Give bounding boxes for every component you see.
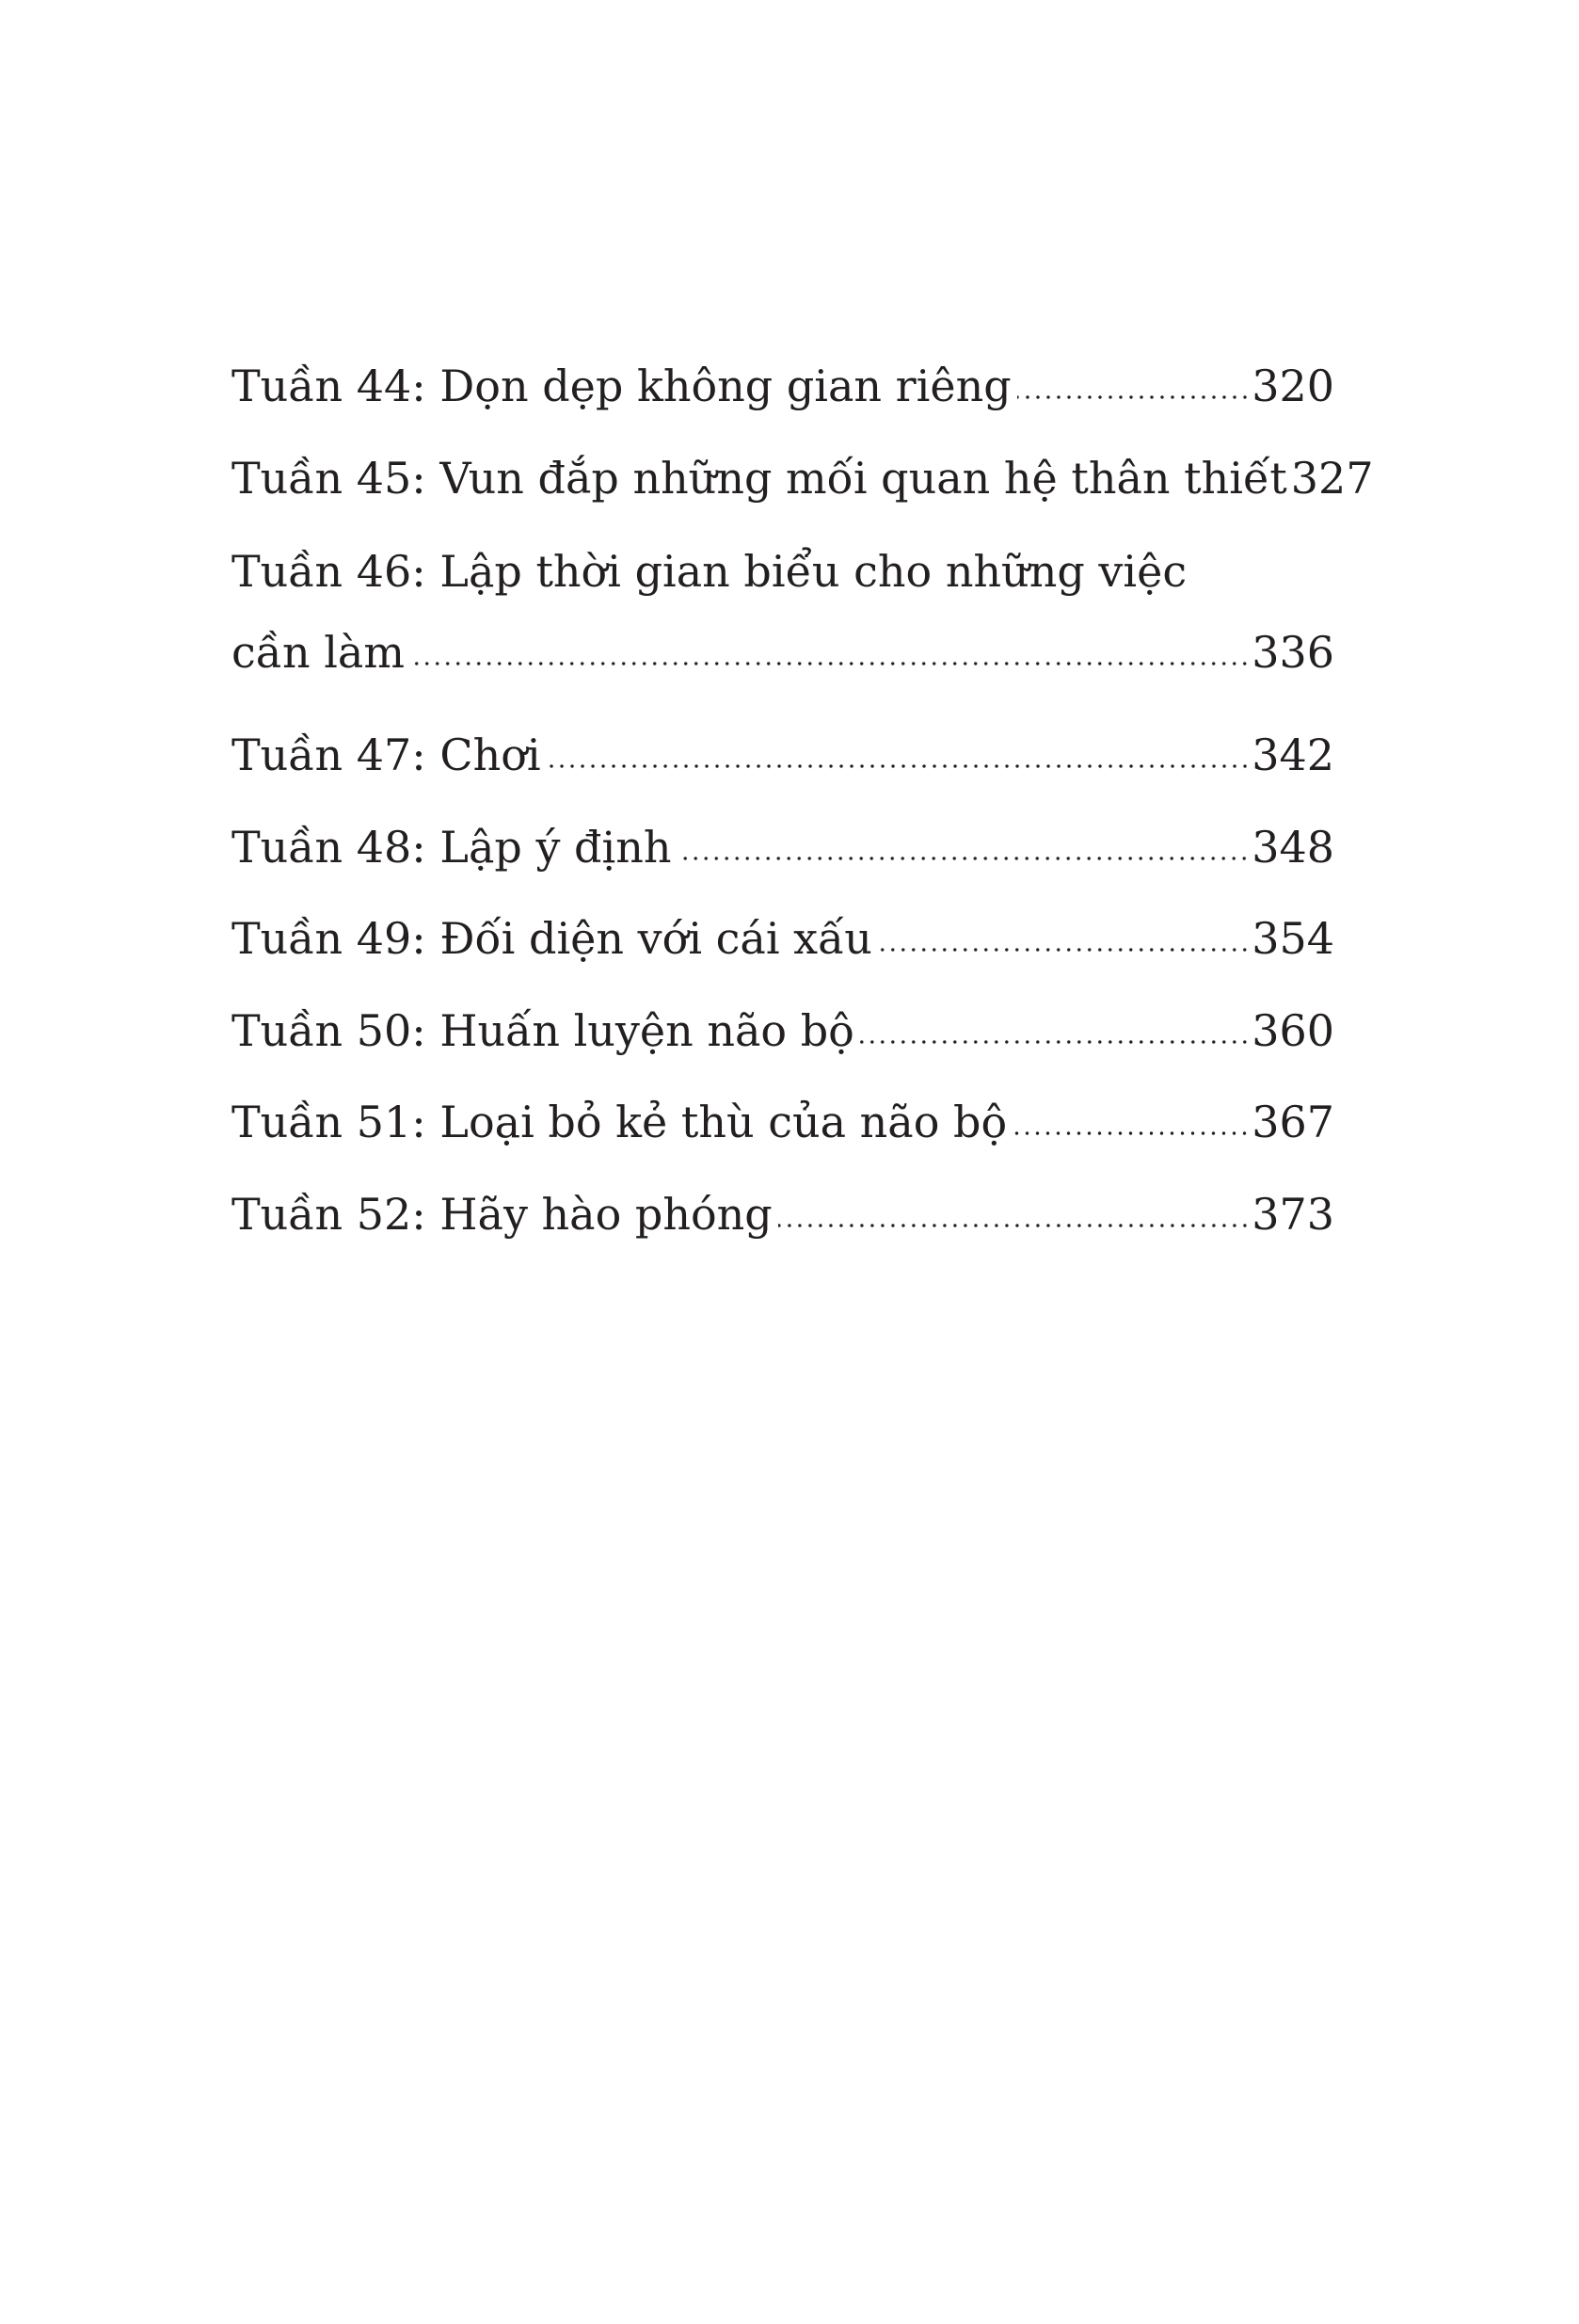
toc-entry-week-51[interactable] — [231, 1077, 1334, 1169]
toc-entry-title: Tuần 49: Đối diện với cái xấu — [231, 913, 872, 964]
toc-entry-title: Tuần 50: Huấn luyện não bộ — [231, 1004, 854, 1056]
toc-entry-title: Tuần 48: Lập ý định — [231, 821, 672, 873]
dot-leader — [1013, 358, 1251, 401]
toc-entry-week-44[interactable] — [231, 341, 1334, 433]
toc-entry-page-number: 342 — [1252, 729, 1334, 780]
toc-entry-week-47[interactable] — [231, 710, 1334, 802]
dot-leader — [874, 910, 1250, 954]
toc-entry-title: Tuần 52: Hãy hào phóng — [231, 1188, 773, 1240]
toc-entry-week-48[interactable] — [231, 802, 1334, 894]
toc-entry-week-46[interactable] — [231, 524, 1334, 710]
toc-entry-week-49[interactable] — [231, 893, 1334, 986]
toc-entry-page-number: 327 — [1290, 452, 1374, 504]
toc-entry-page-number: 348 — [1252, 821, 1334, 873]
toc-entry-title-line-1: Tuần 46: Lập thời gian biểu cho những việc — [231, 546, 1188, 597]
toc-entry-title: Tuần 47: Chơi — [231, 729, 541, 780]
table-of-contents — [231, 341, 1374, 1260]
toc-entry-page-number: 354 — [1252, 913, 1334, 964]
toc-entry-title: Tuần 45: Vun đắp những mối quan hệ thân thiết — [231, 452, 1287, 504]
toc-entry-page-number: 360 — [1252, 1004, 1334, 1056]
toc-entry-page-number: 320 — [1252, 361, 1334, 411]
toc-entry-page-number: 336 — [1252, 627, 1334, 678]
toc-entry-title-line-2: cần làm — [231, 627, 405, 678]
toc-entry-week-45[interactable] — [231, 433, 1374, 525]
dot-leader — [856, 1002, 1250, 1046]
toc-entry-week-50[interactable] — [231, 986, 1334, 1078]
dot-leader — [673, 819, 1250, 862]
toc-entry-week-52[interactable] — [231, 1169, 1334, 1261]
toc-entry-page-number: 373 — [1252, 1188, 1334, 1240]
toc-entry-title: Tuần 51: Loại bỏ kẻ thù của não bộ — [231, 1097, 1008, 1147]
dot-leader — [1009, 1094, 1250, 1137]
dot-leader — [407, 624, 1250, 667]
dot-leader — [774, 1186, 1250, 1229]
toc-entry-page-number: 367 — [1252, 1097, 1334, 1147]
toc-entry-title: Tuần 44: Dọn dẹp không gian riêng — [231, 361, 1012, 411]
dot-leader — [543, 727, 1251, 770]
